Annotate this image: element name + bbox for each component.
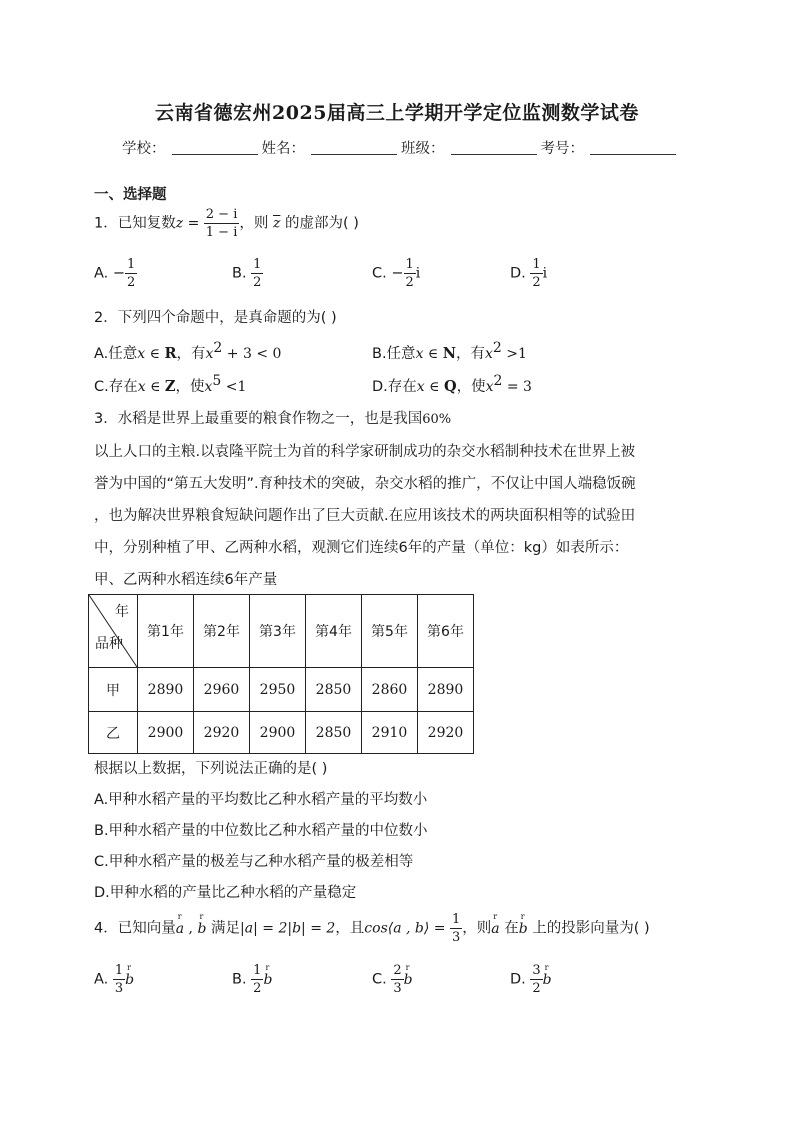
q4-on: 在 [504,920,519,937]
class-blank [451,139,537,155]
q2-option-B [372,340,527,363]
yield-table [88,594,474,754]
table-corner-cell [89,595,138,668]
table-header: 第6年 [418,595,474,668]
table-header: 第3年 [250,595,306,668]
number-blank [590,139,676,155]
q4-A-den: 3 [114,981,124,996]
q2-A-mid: ，有 [176,345,206,362]
section-heading: 一、选择题 [94,187,167,203]
q4-B-vector: r b [263,972,272,988]
table-cell: 2890 [418,668,474,712]
q2-C-setR: Z [164,377,176,395]
q4-B-den: 2 [253,981,262,996]
q2-D-mid: ，使 [456,378,486,395]
page-title: 云南省德宏州2025届高三上学期开学定位监测数学试卷 [155,102,639,124]
q4-magnitude: |a| = 2|b| = 2 [240,920,336,937]
q2-C-pre: C.存在 [94,378,138,395]
q4-B-label: B. [232,971,252,988]
table-cell: 2860 [362,668,418,712]
q4-D-label: D. [510,971,531,988]
q2-C-exp: 5 [212,373,222,389]
q2-A-pre: A.任意 [94,345,138,362]
q1-prefix: 1．已知复数 [94,215,176,232]
q4-A-vector: r b [125,972,134,988]
table-cell: 2960 [194,668,250,712]
school-blank [172,139,258,155]
q2-D-exp: 2 [493,373,503,389]
corner-year-label: 年 [115,604,129,620]
q4-prefix: 4．已知向量 [94,920,176,937]
q4-B-frac [251,962,263,997]
q2-C-tail: <1 [221,378,247,395]
question-1-stem [94,206,359,241]
name-blank [311,139,397,155]
q1-option-D [510,256,547,291]
q4-D-den: 2 [532,981,541,996]
q3-line1-text: 3．水稻是世界上最重要的粮食作物之一，也是我国 [94,411,423,427]
q3-option-C: C.甲种水稻产量的极差与乙种水稻产量的极差相等 [94,854,414,870]
q1-B-label: B. [232,265,252,282]
table-cell: 2900 [138,712,194,754]
q2-D-pre: D.存在 [372,378,417,395]
q3-option-B: B.甲种水稻产量的中位数比乙种水稻产量的中位数小 [94,823,428,839]
q4-option-B [232,962,272,997]
row-name: 甲 [89,668,138,712]
q2-A-tail: + 3 < 0 [222,345,282,362]
q4-cos: cos⟨a , b⟩ = [364,920,450,937]
question-3-line-3: 誉为中国的“第五大发明”.育种技术的突破，杂交水稻的推广，不仅让中国人端稳饭碗 [94,476,636,492]
q2-B-set: x ∈ [415,345,443,362]
q2-option-D [372,373,532,396]
table-cell: 2900 [250,712,306,754]
table-header-row [89,595,474,668]
q1-C-frac [404,256,416,291]
q4-and: ，且 [335,920,365,937]
q4-C-den: 3 [393,981,402,996]
q4-C-label: C. [372,971,392,988]
name-label: 姓名： [261,141,305,157]
q1-suffix: 的虚部为( ) [284,215,359,232]
q4-then: ，则 [462,920,492,937]
q2-B-expr: x [485,345,493,362]
q2-B-exp: 2 [492,340,502,356]
table-cell: 2950 [250,668,306,712]
q2-D-tail: = 3 [502,378,532,395]
q1-B-frac [251,256,263,291]
q2-B-setR: N [442,344,456,362]
q1-D-label: D. [510,265,531,282]
q1-C-den: 2 [405,275,414,290]
q2-B-tail: >1 [501,345,527,362]
q3-option-D: D.甲种水稻的产量比乙种水稻的产量稳定 [94,885,357,901]
table-caption: 甲、乙两种水稻连续6年产量 [94,572,278,588]
q4-cos-den: 3 [451,930,461,945]
q4-C-frac [391,962,403,997]
table-header: 第2年 [194,595,250,668]
q1-equals: = [183,215,204,232]
table-cell: 2910 [362,712,418,754]
q1-A-num: 1 [127,257,136,272]
table-cell: 2920 [194,712,250,754]
q4-A-num: 1 [114,963,124,978]
q4-cos-num: 1 [451,912,461,927]
q1-numerator: 2 − i [205,207,238,222]
q2-option-C [94,373,246,396]
school-label: 学校： [122,141,166,157]
q4-cos-frac [450,911,462,946]
student-info-line [122,137,680,158]
q1-A-label: A. − [94,265,126,282]
q1-zbar: $\overline{z}$ [272,215,281,232]
q3-option-A: A.甲种水稻产量的平均数比乙种水稻产量的平均数小 [94,792,428,808]
q2-B-pre: B.任意 [372,345,416,362]
q1-option-B [232,256,263,291]
q4-vector-a-2: r a [491,921,499,937]
q1-B-den: 2 [253,275,262,290]
q1-option-A [94,256,137,291]
q4-A-frac [113,962,125,997]
corner-kind-label: 品种 [95,636,123,652]
q1-z: z [175,215,184,232]
q4-comma: , [184,920,198,937]
q2-A-setR: R [164,344,177,362]
table-cell: 2850 [306,668,362,712]
q1-D-den: 2 [532,275,541,290]
q4-C-num: 2 [393,963,402,978]
class-label: 班级： [401,141,445,157]
q1-fraction [204,206,240,241]
q4-vector-b-2: r b [519,921,528,937]
q4-C-vector: r b [404,972,413,988]
number-label: 考号： [540,141,584,157]
question-3-line-5: 中，分别种植了甲、乙两种水稻，观测它们连续6年的产量（单位：kg）如表所示： [94,540,629,556]
table-cell: 2850 [306,712,362,754]
q4-vector-b: r b [197,921,206,937]
q2-D-setR: Q [443,377,457,395]
q1-D-tail: i [542,265,548,282]
q4-D-num: 3 [532,963,541,978]
q1-D-num: 1 [532,257,541,272]
q2-C-expr: x [204,378,213,395]
q2-C-set: x ∈ [137,378,165,395]
table-header: 第1年 [138,595,194,668]
q1-D-frac [530,256,542,291]
q4-D-vector: r b [543,972,552,988]
q4-option-C [372,962,413,997]
q4-option-A [94,962,134,997]
table-header: 第4年 [306,595,362,668]
q4-vector-a: r a [176,921,184,937]
q1-A-frac [125,256,137,291]
q1-C-label: C. − [372,265,404,282]
row-name: 乙 [89,712,138,754]
question-4-stem [94,911,650,946]
table-header: 第5年 [362,595,418,668]
table-cell: 2920 [418,712,474,754]
q1-C-num: 1 [405,257,414,272]
q4-B-num: 1 [253,963,262,978]
table-row [89,712,474,754]
question-3-line-2: 以上人口的主粮.以袁隆平院士为首的科学家研制成功的杂交水稻制种技术在世界上被 [94,444,636,460]
q2-B-mid: ，有 [456,345,485,362]
q4-cond: 满足 [211,920,241,937]
table-cell: 2890 [138,668,194,712]
q2-A-exp: 2 [213,340,223,356]
question-3-line-1 [94,407,451,428]
q2-D-expr: x [485,378,494,395]
q2-D-set: x ∈ [416,378,444,395]
question-2-stem: 2．下列四个命题中，是真命题的为( ) [94,310,337,326]
q4-D-frac [530,962,542,997]
q1-option-C [372,256,420,291]
q1-denominator: 1 − i [205,225,238,240]
q2-C-mid: ，使 [175,378,205,395]
table-row [89,668,474,712]
q4-option-D [510,962,552,997]
question-3-line-4: ，也为解决世界粮食短缺问题作出了巨大贡献.在应用该技术的两块面积相等的试验田 [94,508,636,524]
q2-option-A [94,340,281,363]
q1-A-den: 2 [127,275,136,290]
q1-C-tail: i [415,265,421,282]
q4-A-label: A. [94,971,113,988]
q1-B-num: 1 [253,257,262,272]
diagonal-line-icon [89,595,137,667]
q3-percent: 60% [422,412,452,427]
q2-A-set: x ∈ [137,345,165,362]
q4-suffix: 上的投影向量为( ) [532,920,650,937]
q1-mid: ，则 [239,215,269,232]
q2-A-expr: x [205,345,214,362]
question-3-ask: 根据以上数据，下列说法正确的是( ) [94,761,328,777]
